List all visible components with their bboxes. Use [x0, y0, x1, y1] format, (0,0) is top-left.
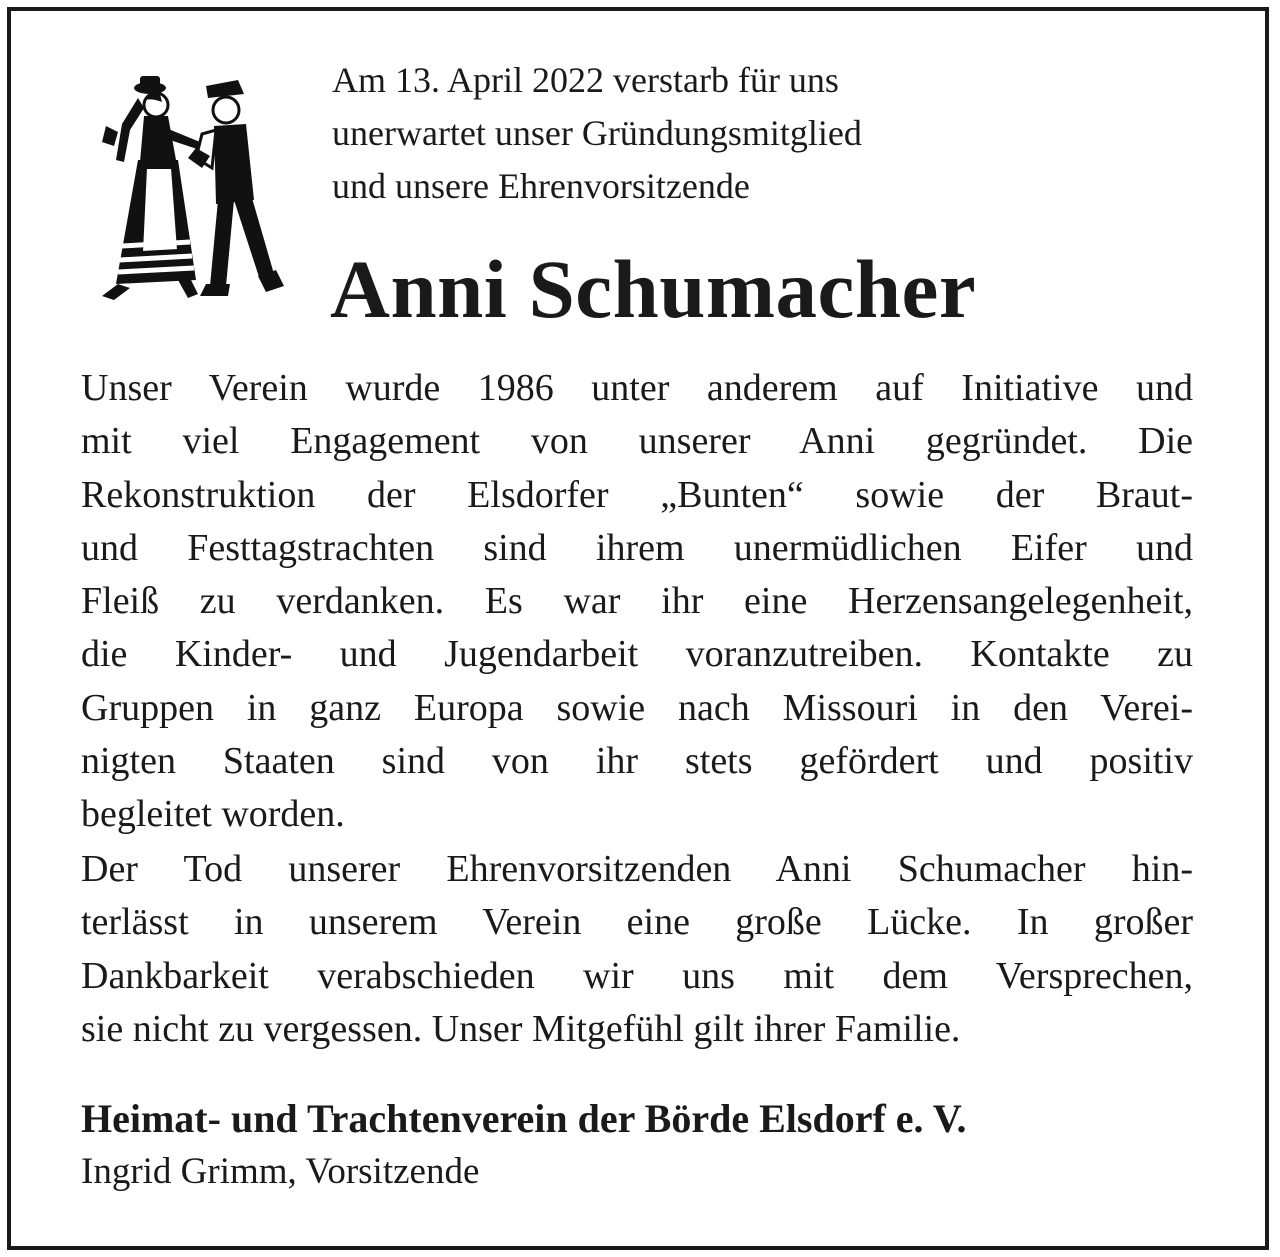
organization-name: Heimat- und Trachtenverein der Börde Elsdorf e. V.	[81, 1096, 967, 1141]
text-line: Der Tod unserer Ehrenvorsitzenden Anni Schumacher hin-	[81, 848, 1193, 890]
text-line: terlässt in unserem Verein eine große Lücke. In großer	[81, 901, 1193, 944]
intro-text	[332, 54, 1212, 213]
text-line: begleitet worden.	[81, 793, 345, 836]
text-line: Unser Verein wurde 1986 unter anderem auf Initiative und	[81, 367, 1193, 409]
condolence-paragraph	[81, 843, 1193, 1056]
text-line: nigten Staaten sind von ihr stets gefördert und positiv	[81, 740, 1193, 783]
text-line: Dankbarkeit verabschieden wir uns mit dem Versprechen,	[81, 954, 1193, 997]
text-line: mit viel Engagement von unserer Anni gegründet. Die	[81, 420, 1193, 463]
deceased-name: Anni Schumacher	[330, 243, 977, 335]
text-line: Rekonstruktion der Elsdorfer „Bunten“ sowie der Braut-	[81, 473, 1193, 516]
signatory: Ingrid Grimm, Vorsitzende	[81, 1151, 480, 1192]
intro-line: Am 13. April 2022 verstarb für uns	[332, 60, 839, 100]
text-line: Gruppen in ganz Europa sowie nach Missouri in den Verei-	[81, 686, 1193, 729]
intro-line: unerwartet unser Gründungsmitglied	[332, 113, 862, 153]
text-line: die Kinder- und Jugendarbeit voranzutreiben. Kontakte zu	[81, 633, 1193, 676]
tribute-paragraph	[81, 362, 1193, 842]
dancing-couple-icon	[78, 50, 296, 312]
text-line: Fleiß zu verdanken. Es war ihr eine Herzensangelegenheit,	[81, 580, 1193, 623]
text-line: und Festtagstrachten sind ihrem unermüdlichen Eifer und	[81, 526, 1193, 569]
intro-line: und unsere Ehrenvorsitzende	[332, 166, 750, 206]
text-line: sie nicht zu vergessen. Unser Mitgefühl gilt ihrer Familie.	[81, 1007, 961, 1050]
